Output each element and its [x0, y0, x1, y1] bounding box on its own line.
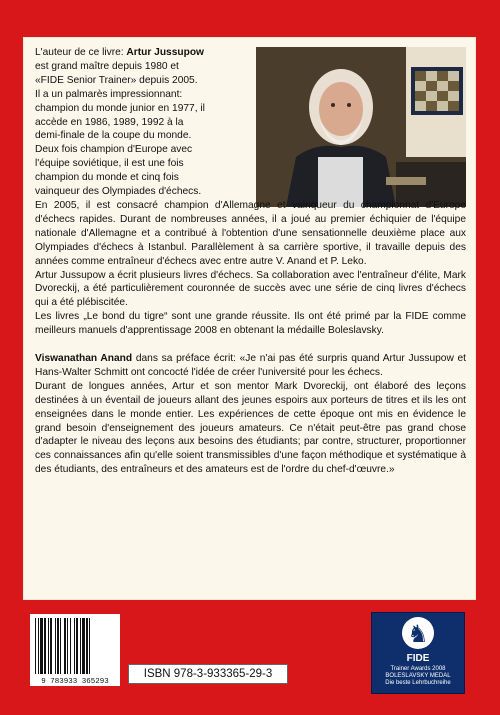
author-line: vainqueur des Olympiades d'échecs. [35, 186, 202, 198]
author-line: champion du monde junior en 1977, il [35, 102, 205, 114]
author-paragraph-3: Artur Jussupow a écrit plusieurs livres d'échecs. Sa collaboration avec l'entraîneur d'élite, Mark Dvoreckij, a été particulièrement couronnée de succès avec une série de cinq livres d'échecs qui a été plébiscitée. [35, 269, 466, 309]
preface-author-name: Viswanathan Anand [35, 353, 133, 365]
author-line: accède en 1986, 1989, 1992 à la [35, 116, 184, 128]
author-paragraph-4: Les livres „Le bond du tigre“ sont une grande réussite. Ils ont été primé par la FIDE comme meilleurs manuels d'apprentissage 2008 en obtenant la médaille Boleslavsky. [35, 311, 466, 337]
author-line: est grand maître depuis 1980 et [35, 60, 179, 72]
author-line: demi-finale de la coupe du monde. [35, 130, 192, 142]
badge-line-1: Trainer Awards 2008 [390, 666, 446, 672]
barcode-icon [30, 614, 120, 686]
author-line: l'équipe soviétique, il est une fois [35, 158, 184, 170]
preface-paragraph-2: Durant de longues années, Artur et son mentor Mark Dvoreckij, ont élaboré des leçons destinées à un éventail de joueurs allant des jeunes espoirs aux porteurs de titres et ils les ont enseignées dans le monde entier. Les expériences de cette époque ont mis en évidence le grand besoin d'enseignement des joueurs amateurs. Ce n'était peut-être pas grand chose d'adapter le niveau des leçons aux besoins des étudiants; par contre, structurer, proportionner ces connaissances afin qu'elle soient transmissibles d'une façon méthodique et systématique à des étudiants, des entraîneurs et des amateurs est de l'ordre du chef-d'œuvre.» [35, 380, 466, 476]
barcode-digits: 9 783933 365293 [41, 678, 109, 686]
badge-line-2: BOLESLAVSKY MEDAL [385, 673, 451, 679]
badge-title: FIDE [406, 653, 430, 664]
author-paragraph-2: En 2005, il est consacré champion d'Allemagne et vainqueur du championnat d'Europe d'échecs rapides. Durant de nombreuses années, il a joué au premier échiquier de l'équipe nationale d'Allemagne et a contribué à l'obtention d'une sensationnelle deuxième place aux Olympiades d'échecs à Istanbul. Parallèlement à sa carrière sportive, il travaille depuis des années comme entraîneur d'échecs avec entre autre V. Anand et P. Leko. [35, 199, 466, 267]
back-cover-text [35, 46, 466, 477]
fide-award-badge [371, 612, 465, 694]
svg-text:♞: ♞ [407, 620, 429, 648]
badge-line-3: Die beste Lehrbuchreihe [385, 680, 451, 686]
preface-intro [35, 352, 466, 380]
isbn-number: ISBN 978-3-933365-29-3 [128, 664, 288, 684]
isbn-barcode [30, 614, 120, 686]
paragraph-gap [35, 338, 466, 352]
back-cover-panel [23, 37, 476, 600]
author-intro-prefix: L'auteur de ce livre: [35, 47, 127, 58]
author-line: «FIDE Senior Trainer» depuis 2005. [35, 74, 198, 86]
author-name: Artur Jussupow [126, 47, 204, 58]
author-intro [35, 46, 249, 60]
preface-intro-text: dans sa préface écrit: «Je n'ai pas été surpris quand Artur Jussupow et Hans-Walter Schmitt ont concocté l'idée de créer l'université pour les échecs. [35, 353, 467, 378]
author-line: Il a un palmarès impressionnant: [35, 88, 183, 100]
knight-logo-icon [372, 613, 464, 653]
author-line: Deux fois champion d'Europe avec [35, 144, 193, 156]
author-line: champion du monde et cinq fois [35, 172, 179, 184]
